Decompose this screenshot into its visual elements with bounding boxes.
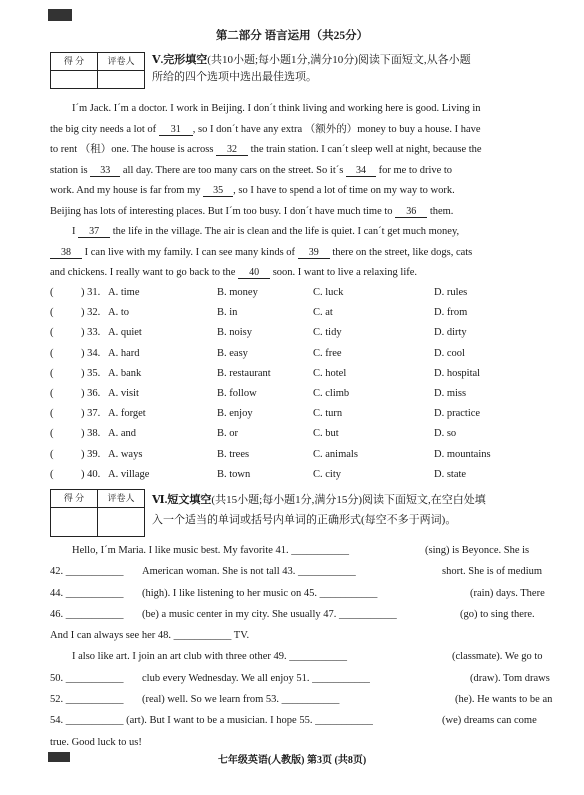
option-d: D. hospital: [434, 367, 481, 379]
option-a: A. hard: [108, 347, 140, 359]
passage2-segment: (be) a music center in my city. She usually 47. ___________: [142, 608, 397, 620]
question-number: ) 32.: [81, 307, 101, 319]
passage2-segment: club every Wednesday. We all enjoy 51. ___________: [142, 672, 370, 684]
option-b: B. trees: [217, 448, 250, 460]
question-number: ) 39.: [81, 448, 101, 460]
passage2-segment: (draw). Tom draws: [470, 672, 550, 684]
passage2-segment: 42. ___________: [50, 566, 124, 578]
score-cell[interactable]: [51, 71, 98, 88]
option-row: [50, 364, 570, 384]
passage2-segment: I also like art. I join an art club with three other 49. ___________: [72, 651, 347, 663]
option-b: B. or: [217, 428, 238, 440]
passage2-segment: 52. ___________: [50, 694, 124, 706]
option-d: D. miss: [434, 387, 467, 399]
section5-instr1: (共10小题;每小题1分,满分10分)阅读下面短文,从各小题: [207, 54, 471, 66]
option-d: D. mountains: [434, 448, 491, 460]
passage2-line: [50, 604, 555, 625]
option-c: C. free: [313, 347, 342, 359]
passage2-line: [50, 646, 555, 667]
section6-instr1: (共15小题;每小题1分,满分15分)阅读下面短文,在空白处填: [211, 494, 486, 506]
section6-instr2: 入一个适当的单词或括号内单词的正确形式(每空不多于两词)。: [152, 514, 457, 526]
blank-34[interactable]: 34: [346, 165, 376, 177]
option-row: [50, 445, 570, 465]
passage2-segment: 44. ___________: [50, 587, 124, 599]
answer-paren[interactable]: (: [50, 287, 54, 298]
passage2-line: [50, 583, 555, 604]
passage2-segment: American woman. She is not tall 43. ___________: [142, 566, 356, 578]
option-b: B. noisy: [217, 327, 253, 339]
passage2-segment: 54. ___________ (art). But I want to be a musician. I hope 55. ___________: [50, 715, 373, 727]
passage2-line: [50, 710, 555, 731]
score-box-6: [50, 489, 145, 537]
option-row: [50, 283, 570, 303]
option-row: [50, 384, 570, 404]
section5-instructions: [152, 52, 552, 86]
grader-label: 评卷人: [107, 493, 135, 503]
option-a: A. forget: [108, 408, 146, 420]
passage2-segment: (we) dreams can come: [442, 715, 537, 727]
passage2-line: [50, 540, 555, 561]
option-d: D. practice: [434, 408, 481, 420]
section6-instructions: [152, 490, 562, 530]
score-label: 得 分: [51, 53, 98, 70]
answer-paren[interactable]: (: [50, 327, 54, 339]
blank-35[interactable]: 35: [203, 185, 233, 197]
option-c: C. climb: [313, 387, 350, 399]
score-cell[interactable]: [51, 508, 98, 536]
answer-paren[interactable]: (: [50, 448, 54, 460]
passage2-line: [50, 689, 555, 710]
option-d: D. dirty: [434, 327, 467, 339]
option-c: C. animals: [313, 448, 358, 460]
blank-37[interactable]: 37: [78, 226, 110, 238]
option-row: [50, 303, 570, 323]
option-d: D. rules: [434, 287, 468, 298]
question-number: ) 34.: [81, 347, 101, 359]
question-number: ) 35.: [81, 367, 101, 379]
question-number: ) 40.: [81, 468, 101, 480]
option-row: [50, 323, 570, 343]
passage2-line: [50, 561, 555, 582]
passage2-segment: 46. ___________: [50, 608, 124, 620]
question-number: ) 37.: [81, 408, 101, 420]
section6-title: Ⅵ.短文填空: [152, 494, 212, 506]
passage2-segment: (sing) is Beyonce. She is: [425, 545, 530, 556]
passage2-segment: And I can always see her 48. ___________ TV.: [50, 630, 250, 642]
option-d: D. so: [434, 428, 457, 440]
passage-line: I´m Jack. I´m a doctor. I work in Beijing. I don´t think living and working here is good. Living in: [72, 103, 481, 114]
blank-31[interactable]: 31: [159, 124, 193, 136]
option-c: C. at: [313, 307, 333, 319]
blank-38[interactable]: 38: [50, 247, 82, 259]
passage-line: station is 33 all day. There are too many cars on the street. So it´s 34 for me to drive to: [50, 164, 453, 176]
passage2-line: [50, 732, 555, 753]
option-a: A. time: [108, 287, 140, 298]
passage-line: work. And my house is far from my 35 , so I have to spend a lot of time on my way to work.: [50, 185, 455, 196]
score-box-5: [50, 52, 145, 89]
score-label: 得 分: [51, 490, 98, 507]
passage2-segment: (high). I like listening to her music on 45. ___________: [142, 587, 378, 599]
option-a: A. to: [108, 307, 129, 319]
option-c: C. tidy: [313, 327, 342, 339]
option-b: B. restaurant: [217, 367, 271, 379]
answer-paren[interactable]: (: [50, 347, 54, 359]
corner-mark-top: [48, 9, 72, 21]
grader-cell[interactable]: [98, 71, 144, 88]
section-header: 第二部分 语言运用（共25分）: [215, 30, 369, 42]
passage2-segment: (go) to sing there.: [460, 608, 535, 620]
passage-line: Beijing has lots of interesting places. But I´m too busy. I don´t have much time to 36 them.: [50, 205, 454, 217]
passage2-segment: Hello, I´m Maria. I like music best. My favorite 41. ___________: [72, 545, 350, 556]
section5-instr2: 所给的四个选项中选出最佳选项。: [152, 71, 317, 83]
passage2-segment: (rain) days. There: [470, 587, 545, 599]
blank-33[interactable]: 33: [90, 165, 120, 177]
options-list: [50, 283, 570, 485]
passage2-segment: (classmate). We go to: [452, 651, 543, 663]
answer-paren[interactable]: (: [50, 387, 54, 399]
option-d: D. from: [434, 307, 468, 319]
question-number: ) 38.: [81, 428, 101, 440]
answer-paren[interactable]: (: [50, 428, 54, 440]
option-d: D. cool: [434, 347, 465, 359]
passage2-line: [50, 668, 555, 689]
question-number: ) 31.: [81, 287, 101, 298]
passage2-segment: true. Good luck to us!: [50, 736, 142, 748]
passage2-segment: 50. ___________: [50, 672, 124, 684]
option-b: B. follow: [217, 387, 257, 399]
page-footer: 七年级英语(人教版) 第3页 (共8页): [217, 755, 367, 766]
blank-39[interactable]: 39: [298, 247, 330, 259]
option-b: B. easy: [217, 347, 248, 359]
option-a: A. bank: [108, 367, 142, 379]
option-row: [50, 344, 570, 364]
answer-paren[interactable]: (: [50, 468, 54, 480]
question-number: ) 33.: [81, 327, 101, 339]
option-row: [50, 404, 570, 424]
option-a: A. ways: [108, 448, 143, 460]
option-b: B. enjoy: [217, 408, 253, 420]
option-d: D. state: [434, 468, 467, 480]
passage2-segment: (real) well. So we learn from 53. ___________: [142, 694, 340, 706]
cloze-passage: [50, 99, 555, 284]
option-c: C. but: [313, 428, 339, 440]
option-row: [50, 424, 570, 444]
section5-title: Ⅴ.完形填空: [152, 54, 208, 66]
passage2-segment: (he). He wants to be an: [455, 694, 553, 706]
option-b: B. money: [217, 287, 258, 298]
option-c: C. city: [313, 468, 341, 480]
passage-line: the big city needs a lot of 31 , so I don´t have any extra （额外的）money to buy a house. I have: [50, 123, 481, 135]
passage-line: to rent （租）one. The house is across 32 the train station. I can´t sleep well at night, because the: [50, 144, 482, 155]
grader-cell[interactable]: [98, 508, 144, 536]
option-a: A. and: [108, 428, 136, 440]
option-c: C. turn: [313, 408, 343, 420]
option-c: C. hotel: [313, 367, 347, 379]
passage-line: 38 I can live with my family. I can see many kinds of 39 there on the street, like dogs, cats: [50, 243, 555, 264]
blank-40[interactable]: 40: [238, 267, 270, 279]
option-a: A. quiet: [108, 327, 142, 339]
option-b: B. town: [217, 468, 251, 480]
answer-paren[interactable]: (: [50, 367, 54, 379]
grader-label: 评卷人: [107, 56, 135, 66]
answer-paren[interactable]: (: [50, 408, 54, 420]
fill-passage: [50, 540, 555, 753]
option-a: A. village: [108, 468, 150, 480]
passage-line: I 37 the life in the village. The air is clean and the life is quiet. I can´t get much money,: [72, 226, 460, 237]
blank-36[interactable]: 36: [395, 206, 427, 218]
passage2-line: [50, 625, 555, 646]
passage2-segment: short. She is of medium: [442, 566, 543, 578]
option-c: C. luck: [313, 287, 344, 298]
option-a: A. visit: [108, 387, 139, 399]
passage-line: and chickens. I really want to go back to the 40 soon. I want to live a relaxing life.: [50, 267, 418, 278]
option-row: [50, 465, 570, 485]
answer-paren[interactable]: (: [50, 307, 54, 319]
option-b: B. in: [217, 307, 238, 319]
question-number: ) 36.: [81, 387, 101, 399]
blank-32[interactable]: 32: [216, 144, 248, 156]
